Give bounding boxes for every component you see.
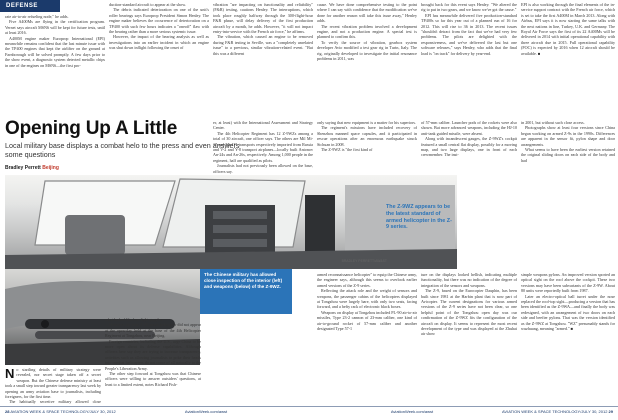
paragraph-text: o startling details of military strategy were revealed, nor secret stage taken off a secret weapon. But the Chinese defense ministry at least took a small step toward greater transparency last week by opening an army aviation base to journalists, including foreigners, for the first time. (5, 367, 101, 400)
paragraph: what looked like low-light goggles. (105, 317, 164, 322)
byline (5, 165, 59, 171)
paragraph: However, the new Z-10 attack helicopter did not appear at the open-day held at the base of the 4th Helicopter Regiment at Tongzhou, near Beijing. (105, 322, 201, 339)
paragraph: brought back for this event says Henley. "We altered the rig to put in two gears, and we know we've got the cause." (421, 2, 517, 13)
column-bot-6 (521, 272, 615, 405)
paragraph: The debris indicated deterioration on one of the unit's roller bearings says Europrop President Simon Henley. The engine maker believes the occurrence of deterioration on a TP400 with such few hours indicates a "oneoff" flaw with the bearing rather than a more serious systemic issue. (109, 7, 209, 35)
byline-location: Beijing (42, 165, 59, 171)
column-top-1 (5, 14, 105, 114)
paragraph: EPI is also working through the final elements of the in-service support contract with the French air force, which is set to take the first A400M in March 2013. Along with Airbus, EPI says it is now starting the same talks with the next nations in line, Turkey, U.K. and Germany. The Royal Air Force says the first of its 22 A400Ms will be delivered in 2014 with initial operational capability with three aircraft due in 2015. Full operational capability (FOC) is expected by 2016 when 12 aircraft should be available. ■ (521, 2, 615, 56)
paragraph: The vibration, which caused an engine to be removed during F&R testing in Seville, was a "completely unrelated issue" to a previous, similar vibration-related event. "But this was a different (213, 34, 313, 56)
paragraph: Five A400Ms are flying in the certification program. Vernet says aircraft MSN6 will be kept for future tests, until at least 2016. (5, 19, 105, 36)
paragraph: The 4th Helicopter Regiment has 12 Z-9WZs among a total of 30 aircraft, one officer says. The others are Mil Mi-17 and Mi-171 transports respectively imported from Russia and V-2 and Y-8 transport airplanes—locally built Antonov An-24s and An-26s, respectively. Among 1,000 people in the regiment, half are qualified as pilots. (213, 130, 313, 163)
paragraph: Foreign countries, including the U.S., urge China to be more open about its defense capabilities. Although officers here say they are trying to increase transparency, activities such as allowing journalists to poke their heads into combat helicopters do not come of all naturally to the People's Liberation Army. (105, 338, 201, 371)
paragraph: rate air-to-air refueling node," he adds. (5, 14, 69, 19)
paragraph: The Z-9, based on the Eurocopter Dauphin, has been built since 1981 at the Harbin plant that is now part of Avicopter. The current designations for various armed versions of the Z-9 series have not been clear, so one helpful point of the Tongzhou open day was our confirmation of the Z-9WZ fits the configuration of the aircraft on display. It seems to represent the most recent development of the type and was displayed at the Zhuhai air show (421, 288, 517, 337)
paragraph: duction-standard aircraft to appear at the show. (109, 2, 186, 7)
paragraph: To verify the source of vibration, gearbox system developer Avio modified a test gear rig in Turin, Italy. The rig, originally developed to investigate the initial resonance problems in 2011, was (317, 39, 417, 62)
paragraph: The regiment's missions have included recovery of Shenzhou manned space capsules, and it participated in rescue operations after an enormous earthquake struck Sichuan in 2008. (317, 125, 417, 147)
footer-url-right[interactable]: AviationWeek.com/awst (390, 409, 434, 414)
photo-caption: The Chinese military has allowed close inspection of the interior (left) and weapons (below) of the Z-9WZ. (200, 269, 292, 314)
deck: Local military base displays a combat helo to the press and even answers some questions (5, 141, 240, 160)
column-top-3 (213, 2, 313, 114)
footer-right (391, 409, 613, 414)
paragraph: of 57-mm caliber. Launcher pods of the rockets were also shown. But more advanced weapons, including the HJ-10 anti-tank guided missile, were absent. (421, 120, 517, 136)
headline: Opening Up A Little (5, 118, 178, 139)
paragraph: Photographs show at least four versions since China began working on armed Z-9s in the 1990s. Differences are apparent in the sensor fit, pylon shape and door arrangements. (521, 125, 615, 147)
pull-quote: The Z-9WZ appears to be the latest standard of armed helicopter in the Z-9 series. (386, 204, 452, 231)
paragraph: Reflecting the attack role and the weight of sensors and weapons, the passenger cabins of the helicopters displayed at Tongzhou were largely bare, with only two seats, facing forward, and a hefty rack of electronic black boxes. (317, 288, 417, 310)
column-mid-6 (521, 120, 615, 174)
footer-divider (0, 406, 618, 407)
paragraph: in 2001, but without such close access. (521, 120, 585, 125)
column-bot-2 (105, 317, 201, 405)
paragraph: armed reconnaissance helicopter" to equip the Chinese army, the engineer says, although this seems to overlook earlier armed versions of the Z-9 series. (317, 272, 417, 288)
paragraph: only saying that new equipment is a matter for his superiors. (317, 120, 417, 125)
paragraph: vibration "are impacting on functionality and reliability" (F&R) testing, cautions Henley. The interruptions, which took place roughly halfway through the 300-flight-hour F&R phase, will delay delivery of the first production aircraft by a month, he adds. However, "it will not impact entry-into-service with the French air force," he affirms. (213, 2, 313, 35)
column-top-2 (109, 2, 209, 114)
paragraph: simple weapons pylons. An improved version sported an optical sight on the roof above the cockpit. These two versions may have been subvariants of the Z-9W. About 80 units were reportedly built from 1987. (521, 272, 615, 294)
paragraph: cause. We have done comprehensive testing to the point where I can say with confidence that the modification we've done for another reason will take this issue away," Henley adds. (317, 2, 417, 24)
section-label: DEFENSE (0, 0, 60, 12)
paragraph (5, 367, 101, 399)
paragraph: er, at least) with the International Assessment and Strategy Center. (213, 120, 313, 131)
footer-publication-right: AVIATION WEEK & SPACE TECHNOLOGY/JULY 30, 2012 (502, 409, 608, 414)
column-bot-5 (421, 272, 517, 405)
column-top-4 (317, 2, 417, 114)
column-mid-5 (421, 120, 517, 174)
footer-publication-left: AVIATION WEEK & SPACE TECHNOLOGY/JULY 30, 2012 (10, 409, 116, 414)
paragraph: The habitually secretive military allowed close (9, 399, 101, 405)
paragraph: EPI has meanwhile delivered five production-standard TP400s so far this year out of a planned run of 16 for 2012. This will rise to 36 in 2013. The recent issues "shouldn't detract from the fact that we've had very few problems. The pilots are delighted with the responsiveness, and we've delivered the last but one software releases," says Henley, who adds that the final load is "on track" for delivery by year-end. (421, 12, 517, 56)
paragraph: Weapons on display at Tongzhou included PL-90 air-to-air missiles, Type 23-2 cannon of 23-mm caliber, one kind of air-to-ground rocket of 57-mm caliber and another designated Type 57-1 (317, 309, 417, 332)
paragraph: However, the impact of the bearing analysis as well as investigations into an earlier incident in which an engine was shut down inflight following the onset of (109, 34, 209, 51)
drop-cap: N (5, 367, 15, 381)
byline-author: Bradley Perrett (5, 165, 41, 171)
paragraph: Later an electro-optical ball turret under the nose replaced the roof-top sight—producing a version that has been identified as the Z-9WA—and finally the body was redesigned, with an arrangement of two doors on each side and beefier pylons. That was the version identified as the Z-9WZ at Tongzhou. "WZ" presumably stands for wuzhuang, meaning "armed." ■ (521, 293, 615, 332)
column-bot-4 (317, 272, 417, 405)
paragraph: The recent vibration problem involved a development engine, and not a production engine. A special test is planned to confirm this. (317, 23, 417, 40)
paragraph: ture on the displays looked hellish, indicating multiple functionality, but there was no indication of the degree of integration of the sensors and weapons. (421, 272, 517, 288)
paragraph: Journalists had not previously been allowed on the base, officers say. (213, 163, 313, 174)
column-top-5 (421, 2, 517, 114)
page-number-right: 29 (608, 409, 613, 414)
paragraph: A400M engine maker Europrop International (EPI) meanwhile remains confident that the last minute issue with the TP400 engines that kept the airlifter on the ground at Farnborough will be solved promptly. A few days prior to the show event, a diagnostic system detected metallic chips in one of the engines on MSN6—the first pro- (5, 35, 105, 68)
paragraph: The other step forward at Tongzhou was that Chinese officers were willing to answer outsiders' questions, at least to a limited extent, notes Richard Fish- (105, 371, 201, 387)
paragraph: What seems to have been the earliest version retained the original sliding doors on each side of the body and had (521, 147, 615, 163)
column-mid-4 (317, 120, 417, 174)
paragraph: The Z-9WZ is "the first kind of (321, 147, 373, 153)
photo-credit: BRADLEY PERRETT/AW&ST (341, 259, 387, 263)
column-bot-1 (5, 367, 101, 405)
column-top-6 (521, 2, 615, 92)
paragraph: Along with incandescent gauges, the Z-9WZ's cockpit featured a small central flat display, possibly for a moving map, and two large displays, one in front of each crewmember. The inst- (421, 136, 517, 158)
footer-url-left[interactable]: AviationWeek.com/awst (184, 409, 228, 414)
footer-left (5, 409, 227, 414)
page-number-left: 28 (5, 409, 10, 414)
